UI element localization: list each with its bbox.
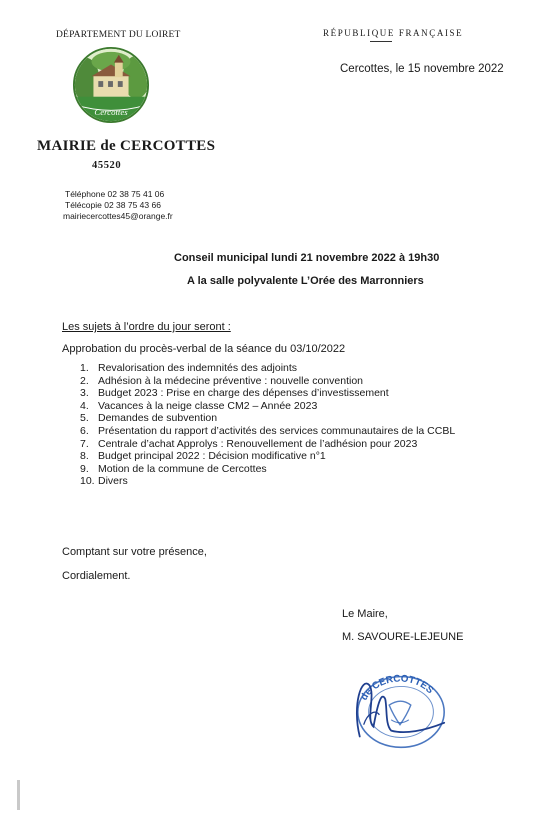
item-text: Vacances à la neige classe CM2 – Année 2023 [98,399,318,412]
signatory-name: M. SAVOURE-LEJEUNE [342,631,464,643]
list-item [80,362,455,375]
mairie-phone: Téléphone 02 38 75 41 06 [65,189,165,199]
item-text: Centrale d’achat Approlys : Renouvellement de l’adhésion pour 2023 [98,437,418,450]
official-stamp [346,665,454,755]
item-text: Revalorisation des indemnités des adjoints [98,362,298,374]
agenda-list [80,362,455,488]
meeting-place: A la salle polyvalente L’Orée des Marronniers [187,275,424,287]
mairie-email[interactable]: mairiecercottes45@orange.fr [63,211,173,221]
place-date: Cercottes, le 15 novembre 2022 [340,63,504,75]
item-number: 4. [80,399,89,412]
item-text: Budget principal 2022 : Décision modificative n°1 [98,450,326,463]
list-item [80,400,455,413]
list-item [80,375,455,388]
item-number: 10. [80,475,95,488]
item-number: 9. [80,462,89,475]
item-text: Adhésion à la médecine préventive : nouvelle convention [98,374,364,387]
item-text: Demandes de subvention [98,412,218,425]
item-text: Divers [98,475,128,488]
closing-regards: Cordialement. [62,570,131,582]
item-number: 8. [80,450,89,463]
list-item [80,463,455,476]
list-item [80,475,455,488]
mairie-fax: Télécopie 02 38 75 43 66 [65,200,161,210]
agenda-approval: Approbation du procès-verbal de la séance du 03/10/2022 [62,343,346,355]
town-logo [72,46,150,124]
list-item [80,387,455,400]
list-item [80,450,455,463]
republic-header: RÉPUBLIQUE FRANÇAISE [323,28,464,38]
meeting-title: Conseil municipal lundi 21 novembre 2022 à 19h30 [174,252,440,264]
margin-mark [16,780,22,810]
item-number: 2. [80,374,89,387]
mairie-postcode: 45520 [92,160,122,171]
closing-presence: Comptant sur votre présence, [62,546,207,558]
item-number: 1. [80,362,89,374]
item-text: Présentation du rapport d’activités des services communautaires de la CCBL [98,424,456,437]
republic-underline [370,41,392,42]
mairie-name: MAIRIE de CERCOTTES [37,138,216,154]
agenda-intro: Les sujets à l’ordre du jour seront : [62,321,231,333]
signatory-title: Le Maire, [342,608,388,620]
logo-text: Cercottes [94,107,128,118]
list-item [80,438,455,451]
item-text: Budget 2023 : Prise en charge des dépenses d’investissement [98,387,389,400]
stamp-text: de CERCOTTES [358,673,436,703]
item-number: 7. [80,437,89,450]
department-header: DÉPARTEMENT DU LOIRET [56,30,181,40]
list-item [80,425,455,438]
item-number: 3. [80,387,89,400]
item-number: 5. [80,412,89,425]
item-text: Motion de la commune de Cercottes [98,462,267,475]
item-number: 6. [80,424,89,437]
list-item [80,412,455,425]
